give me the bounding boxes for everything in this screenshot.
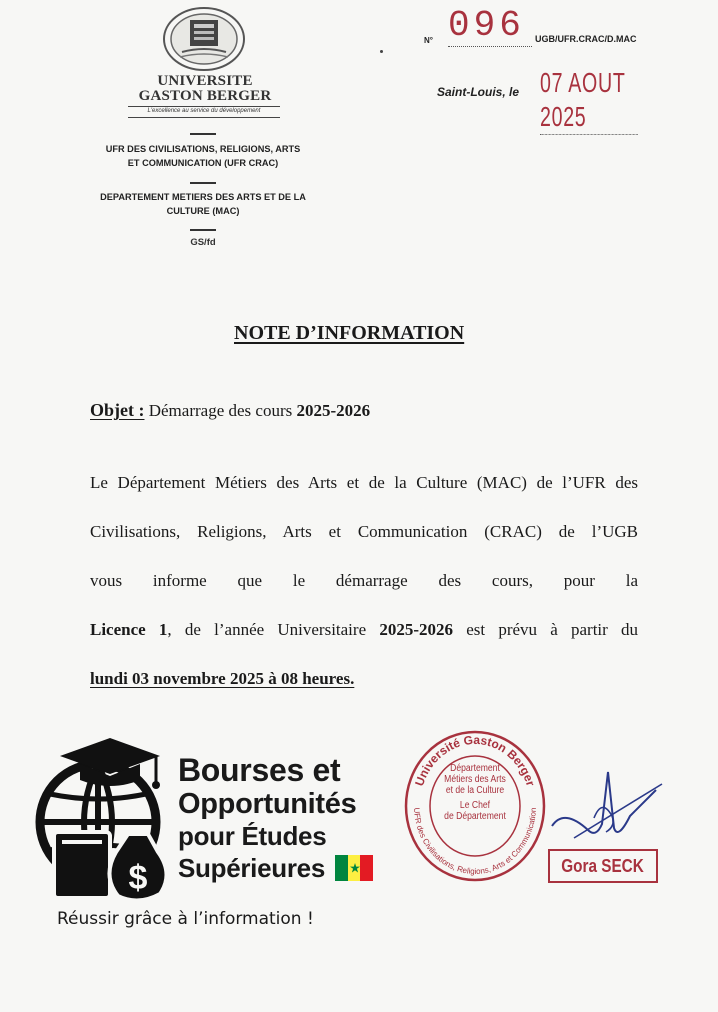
body-line: Civilisations, Religions, Arts et Communication (CRAC) de l’UGB: [90, 522, 638, 541]
speck: [380, 50, 383, 53]
body-line: [90, 605, 638, 654]
university-emblem-icon: [162, 6, 246, 72]
document-date: 07 AOUT 2025: [540, 66, 638, 135]
document-title: NOTE D’INFORMATION: [234, 322, 465, 344]
subject-year: 2025-2026: [296, 401, 371, 420]
branding-line: pour Études: [178, 821, 327, 851]
place-label: Saint-Louis, le: [437, 85, 520, 99]
stamp-ring-top: Université Gaston Berger: [412, 732, 538, 788]
licence-label: Licence 1: [90, 620, 168, 639]
university-name: UNIVERSITE GASTON BERGER: [138, 73, 272, 104]
divider: [190, 182, 216, 184]
number-prefix: N°: [424, 36, 433, 45]
document-number: 096: [448, 6, 532, 47]
body-line: vous informe que le démarrage des cours, pour la: [90, 571, 638, 590]
stamp-line: Département: [450, 763, 500, 774]
signatory-name: Gora SECK: [548, 849, 658, 883]
university-motto: L'excellence au service du développement: [128, 106, 280, 118]
senegal-flag-icon: [335, 855, 373, 881]
stamp-line: de Département: [444, 811, 506, 822]
body-fragment: , de l’année Universitaire: [167, 620, 367, 639]
stamp-line: et de la Culture: [445, 785, 505, 796]
branding-tagline: Réussir grâce à l’information !: [57, 909, 314, 929]
stamp-line: Métiers des Arts: [444, 774, 506, 785]
divider: [190, 133, 216, 135]
branding-line: Bourses et: [178, 752, 341, 788]
academic-year: 2025-2026: [379, 620, 454, 639]
subject-text: Démarrage des cours: [148, 401, 293, 420]
subject-label: Objet :: [90, 400, 145, 420]
start-date: lundi 03 novembre 2025 à 08 heures.: [90, 669, 355, 688]
body-line: Le Département Métiers des Arts et de la Culture (MAC) de l’UFR des: [90, 473, 638, 492]
branding-text: [178, 752, 373, 884]
department-name: DEPARTEMENT METIERS DES ARTS ET DE LA CULTURE (MAC): [100, 192, 306, 216]
stamp-line: Le Chef: [459, 800, 491, 811]
stamp-center-text: [442, 763, 507, 822]
subject-line: [90, 400, 370, 421]
stamp-ring-bottom: UFR des Civilisations, Religions, Arts et Communication: [411, 807, 539, 877]
reference-code: UGB/UFR.CRAC/D.MAC: [535, 34, 637, 44]
divider: [190, 229, 216, 231]
body-fragment: est prévu à partir du: [466, 620, 639, 639]
ufr-name: UFR DES CIVILISATIONS, RELIGIONS, ARTS ET COMMUNICATION (UFR CRAC): [105, 144, 301, 168]
graduation-globe-money-icon: [32, 734, 172, 906]
body-paragraph: [90, 458, 638, 703]
branding-line: Opportunités: [178, 788, 357, 820]
svg-text:$: $: [128, 859, 148, 897]
initials: GS/fd: [190, 237, 216, 248]
body-line: [90, 654, 638, 703]
handwritten-signature: [544, 768, 664, 856]
branding-line: Supérieures: [178, 852, 373, 884]
